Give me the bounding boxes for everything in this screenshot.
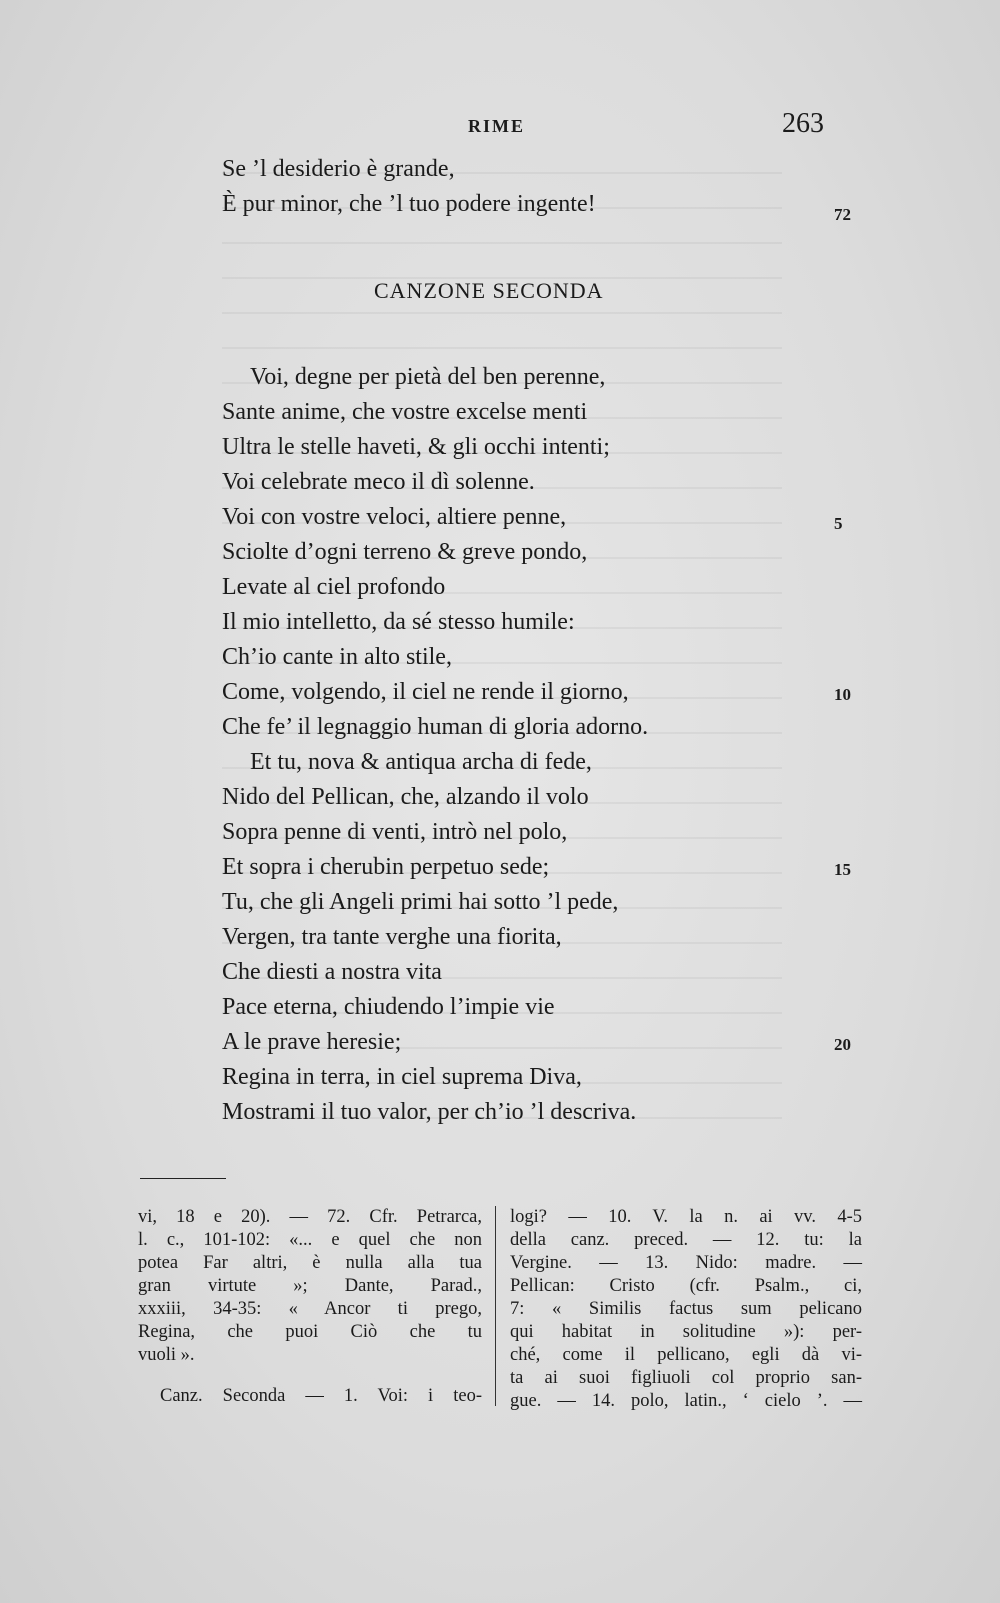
note-line: gran virtute »; Dante, Parad., bbox=[138, 1276, 482, 1296]
verse-line bbox=[222, 1025, 851, 1060]
line-number: 20 bbox=[834, 1035, 851, 1054]
note-line: qui habitat in solitudine »): per- bbox=[510, 1322, 862, 1342]
verse-text: Vergen, tra tante verghe una fiorita, bbox=[222, 924, 562, 950]
verse-text: Levate al ciel profondo bbox=[222, 574, 446, 600]
verse-line bbox=[222, 395, 782, 430]
verse-text: Sante anime, che vostre excelse menti bbox=[222, 399, 588, 425]
verse-text: Il mio intelletto, da sé stesso humile: bbox=[222, 609, 575, 635]
verse-line bbox=[222, 710, 782, 745]
verse-line bbox=[222, 187, 851, 224]
verse-line bbox=[222, 360, 782, 395]
note-line: vuoli ». bbox=[138, 1345, 195, 1365]
footnotes-right-column bbox=[510, 1206, 862, 1413]
verse-line bbox=[222, 465, 782, 500]
stanza-block bbox=[222, 360, 851, 1130]
verse-line bbox=[222, 535, 782, 570]
note-line: della canz. preced. — 12. tu: la bbox=[510, 1230, 862, 1250]
verse-text: Et tu, nova & antiqua archa di fede, bbox=[250, 749, 592, 775]
verse-text: Nido del Pellican, che, alzando il volo bbox=[222, 784, 589, 810]
canzone-title: CANZONE SECONDA bbox=[374, 278, 604, 303]
note-line: ta ai suoi figliuoli col proprio san- bbox=[510, 1368, 862, 1388]
verse-line bbox=[222, 605, 782, 640]
verse-text: Regina in terra, in ciel suprema Diva, bbox=[222, 1064, 582, 1090]
note-line: vi, 18 e 20). — 72. Cfr. Petrarca, bbox=[138, 1207, 482, 1227]
note-line: ché, come il pellicano, egli dà vi- bbox=[510, 1345, 862, 1365]
verse-line bbox=[222, 815, 782, 850]
running-head: RIME bbox=[468, 116, 525, 136]
verse-text: Sopra penne di venti, intrò nel polo, bbox=[222, 819, 568, 845]
note-line: gue. — 14. polo, latin., ‘ cielo ’. — bbox=[510, 1391, 862, 1411]
verse-text: Et sopra i cherubin perpetuo sede; bbox=[222, 854, 550, 880]
opening-verses bbox=[222, 152, 851, 224]
footnotes-left-column bbox=[138, 1206, 482, 1408]
verse-line bbox=[222, 675, 851, 710]
verse-text: Ultra le stelle haveti, & gli occhi intenti; bbox=[222, 434, 610, 460]
verse-line bbox=[222, 780, 782, 815]
line-number: 15 bbox=[834, 860, 851, 879]
verse-line bbox=[222, 745, 782, 780]
verse-line bbox=[222, 885, 782, 920]
verse-text: Voi con vostre veloci, altiere penne, bbox=[222, 504, 567, 530]
line-number: 5 bbox=[834, 514, 843, 533]
verse-line bbox=[222, 430, 782, 465]
verse-text: Pace eterna, chiudendo l’impie vie bbox=[222, 994, 555, 1020]
verse-text: Che diesti a nostra vita bbox=[222, 959, 442, 985]
verse-text: Se ’l desiderio è grande, bbox=[222, 156, 455, 182]
note-spacer bbox=[138, 1367, 482, 1385]
verse-line bbox=[222, 990, 782, 1025]
note-line: logi? — 10. V. la n. ai vv. 4-5 bbox=[510, 1207, 862, 1227]
verse-line bbox=[222, 850, 851, 885]
verse-text: Come, volgendo, il ciel ne rende il giorno, bbox=[222, 679, 629, 705]
verse-line bbox=[222, 500, 843, 535]
verse-line bbox=[222, 1060, 782, 1095]
verse-line bbox=[222, 1095, 782, 1130]
verse-line bbox=[222, 955, 782, 990]
verse-text: Ch’io cante in alto stile, bbox=[222, 644, 452, 670]
note-line: Regina, che puoi Ciò che tu bbox=[138, 1322, 482, 1342]
line-number: 72 bbox=[834, 205, 851, 224]
note-line: xxxiii, 34-35: « Ancor ti prego, bbox=[138, 1299, 482, 1319]
verse-text: A le prave heresie; bbox=[222, 1029, 402, 1055]
note-line: 7: « Similis factus sum pelicano bbox=[510, 1299, 862, 1319]
verse-text: Che fe’ il legnaggio human di gloria adorno. bbox=[222, 714, 649, 740]
verse-text: Mostrami il tuo valor, per ch’io ’l descriva. bbox=[222, 1099, 637, 1125]
note-line: l. c., 101-102: «... e quel che non bbox=[138, 1230, 482, 1250]
note-line: Pellican: Cristo (cfr. Psalm., ci, bbox=[510, 1276, 862, 1296]
verse-line bbox=[222, 152, 782, 187]
page-header bbox=[0, 108, 1000, 152]
verse-text: Tu, che gli Angeli primi hai sotto ’l pede, bbox=[222, 889, 619, 915]
note-line: potea Far altri, è nulla alla tua bbox=[138, 1253, 482, 1273]
note-line: Canz. Seconda — 1. Voi: i teo- bbox=[160, 1386, 482, 1406]
verse-line bbox=[222, 640, 782, 675]
verse-line bbox=[222, 570, 782, 605]
page-number: 263 bbox=[782, 108, 824, 139]
verse-text: Voi celebrate meco il dì solenne. bbox=[222, 469, 535, 495]
note-line: Vergine. — 13. Nido: madre. — bbox=[510, 1253, 862, 1273]
verse-text: Voi, degne per pietà del ben perenne, bbox=[250, 364, 606, 390]
line-number: 10 bbox=[834, 685, 851, 704]
column-divider bbox=[495, 1206, 496, 1406]
verse-line bbox=[222, 920, 782, 955]
footnote-rule bbox=[140, 1178, 226, 1179]
verse-text: È pur minor, che ’l tuo podere ingente! bbox=[222, 191, 596, 217]
verse-text: Sciolte d’ogni terreno & greve pondo, bbox=[222, 539, 588, 565]
